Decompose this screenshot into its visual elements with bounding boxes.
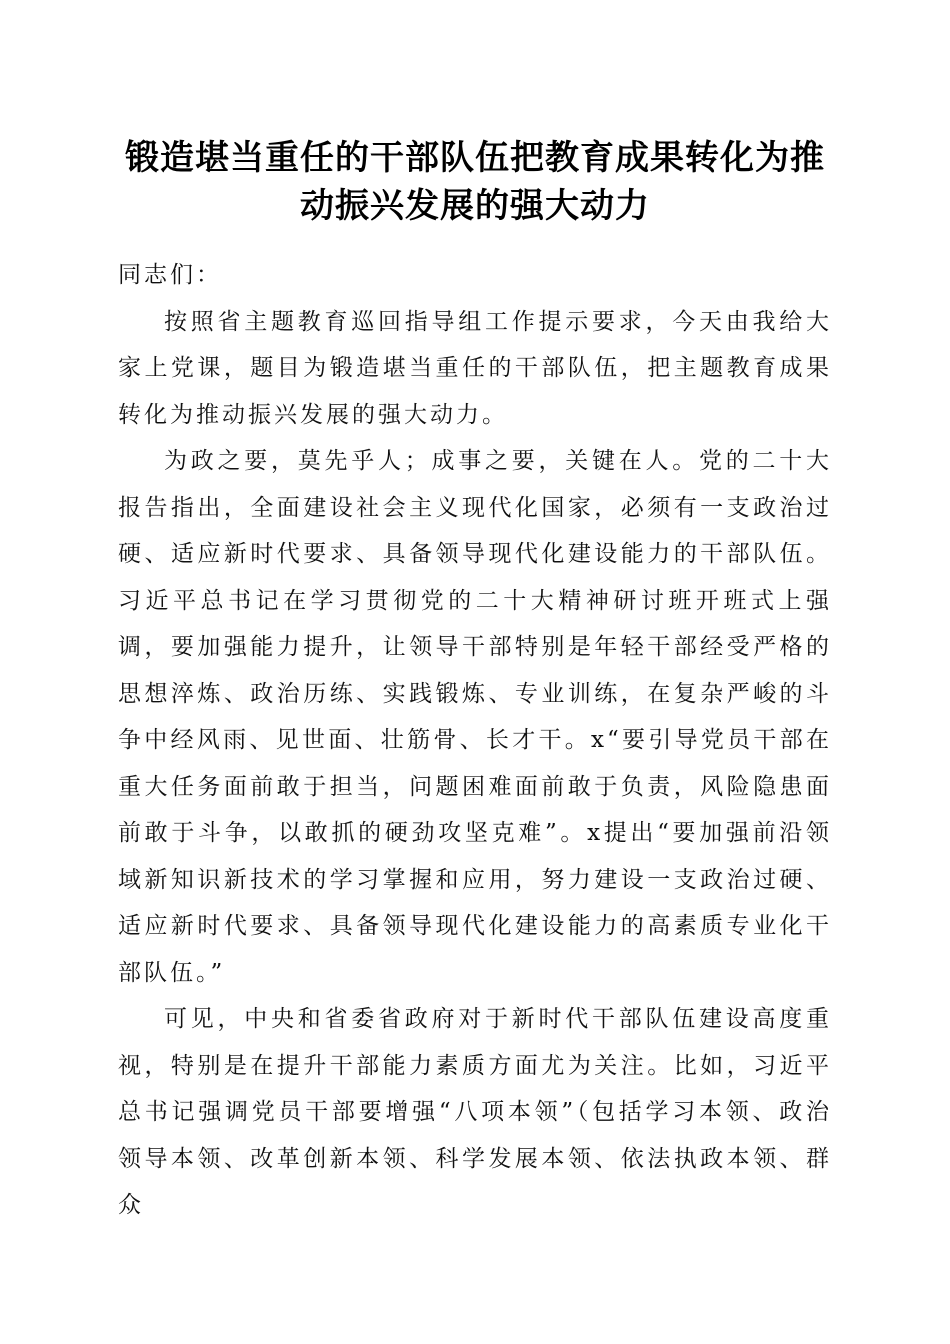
document-title: 锻造堪当重任的干部队伍把教育成果转化为推动振兴发展的强大动力 [125, 138, 825, 226]
paragraph-1: 按照省主题教育巡回指导组工作提示要求，今天由我给大家上党课，题目为锻造堪当重任的干部队伍，把主题教育成果转化为推动振兴发展的强大动力。 [118, 308, 832, 428]
salutation: 同志们： [118, 262, 222, 288]
document-body [118, 252, 832, 1229]
paragraph-3: 可见，中央和省委省政府对于新时代干部队伍建设高度重视，特别是在提升干部能力素质方面尤为关注。比如，习近平总书记强调党员干部要增强“八项本领”（包括学习本领、政治领导本领、改革创新本领、科学发展本领、依法执政本领、群众 [118, 1006, 832, 1218]
paragraph-2: 为政之要，莫先乎人；成事之要，关键在人。党的二十大报告指出，全面建设社会主义现代化国家，必须有一支政治过硬、适应新时代要求、具备领导现代化建设能力的干部队伍。习近平总书记在学习贯彻党的二十大精神研讨班开班式上强调，要加强能力提升，让领导干部特别是年轻干部经受严格的思想淬炼、政治历练、实践锻炼、专业训练，在复杂严峻的斗争中经风雨、见世面、壮筋骨、长才干。x“要引导党员干部在重大任务面前敢于担当，问题困难面前敢于负责，风险隐患面前敢于斗争，以敢抓的硬劲攻坚克难”。x提出“要加强前沿领域新知识新技术的学习掌握和应用，努力建设一支政治过硬、适应新时代要求、具备领导现代化建设能力的高素质专业化干部队伍。” [118, 448, 832, 986]
